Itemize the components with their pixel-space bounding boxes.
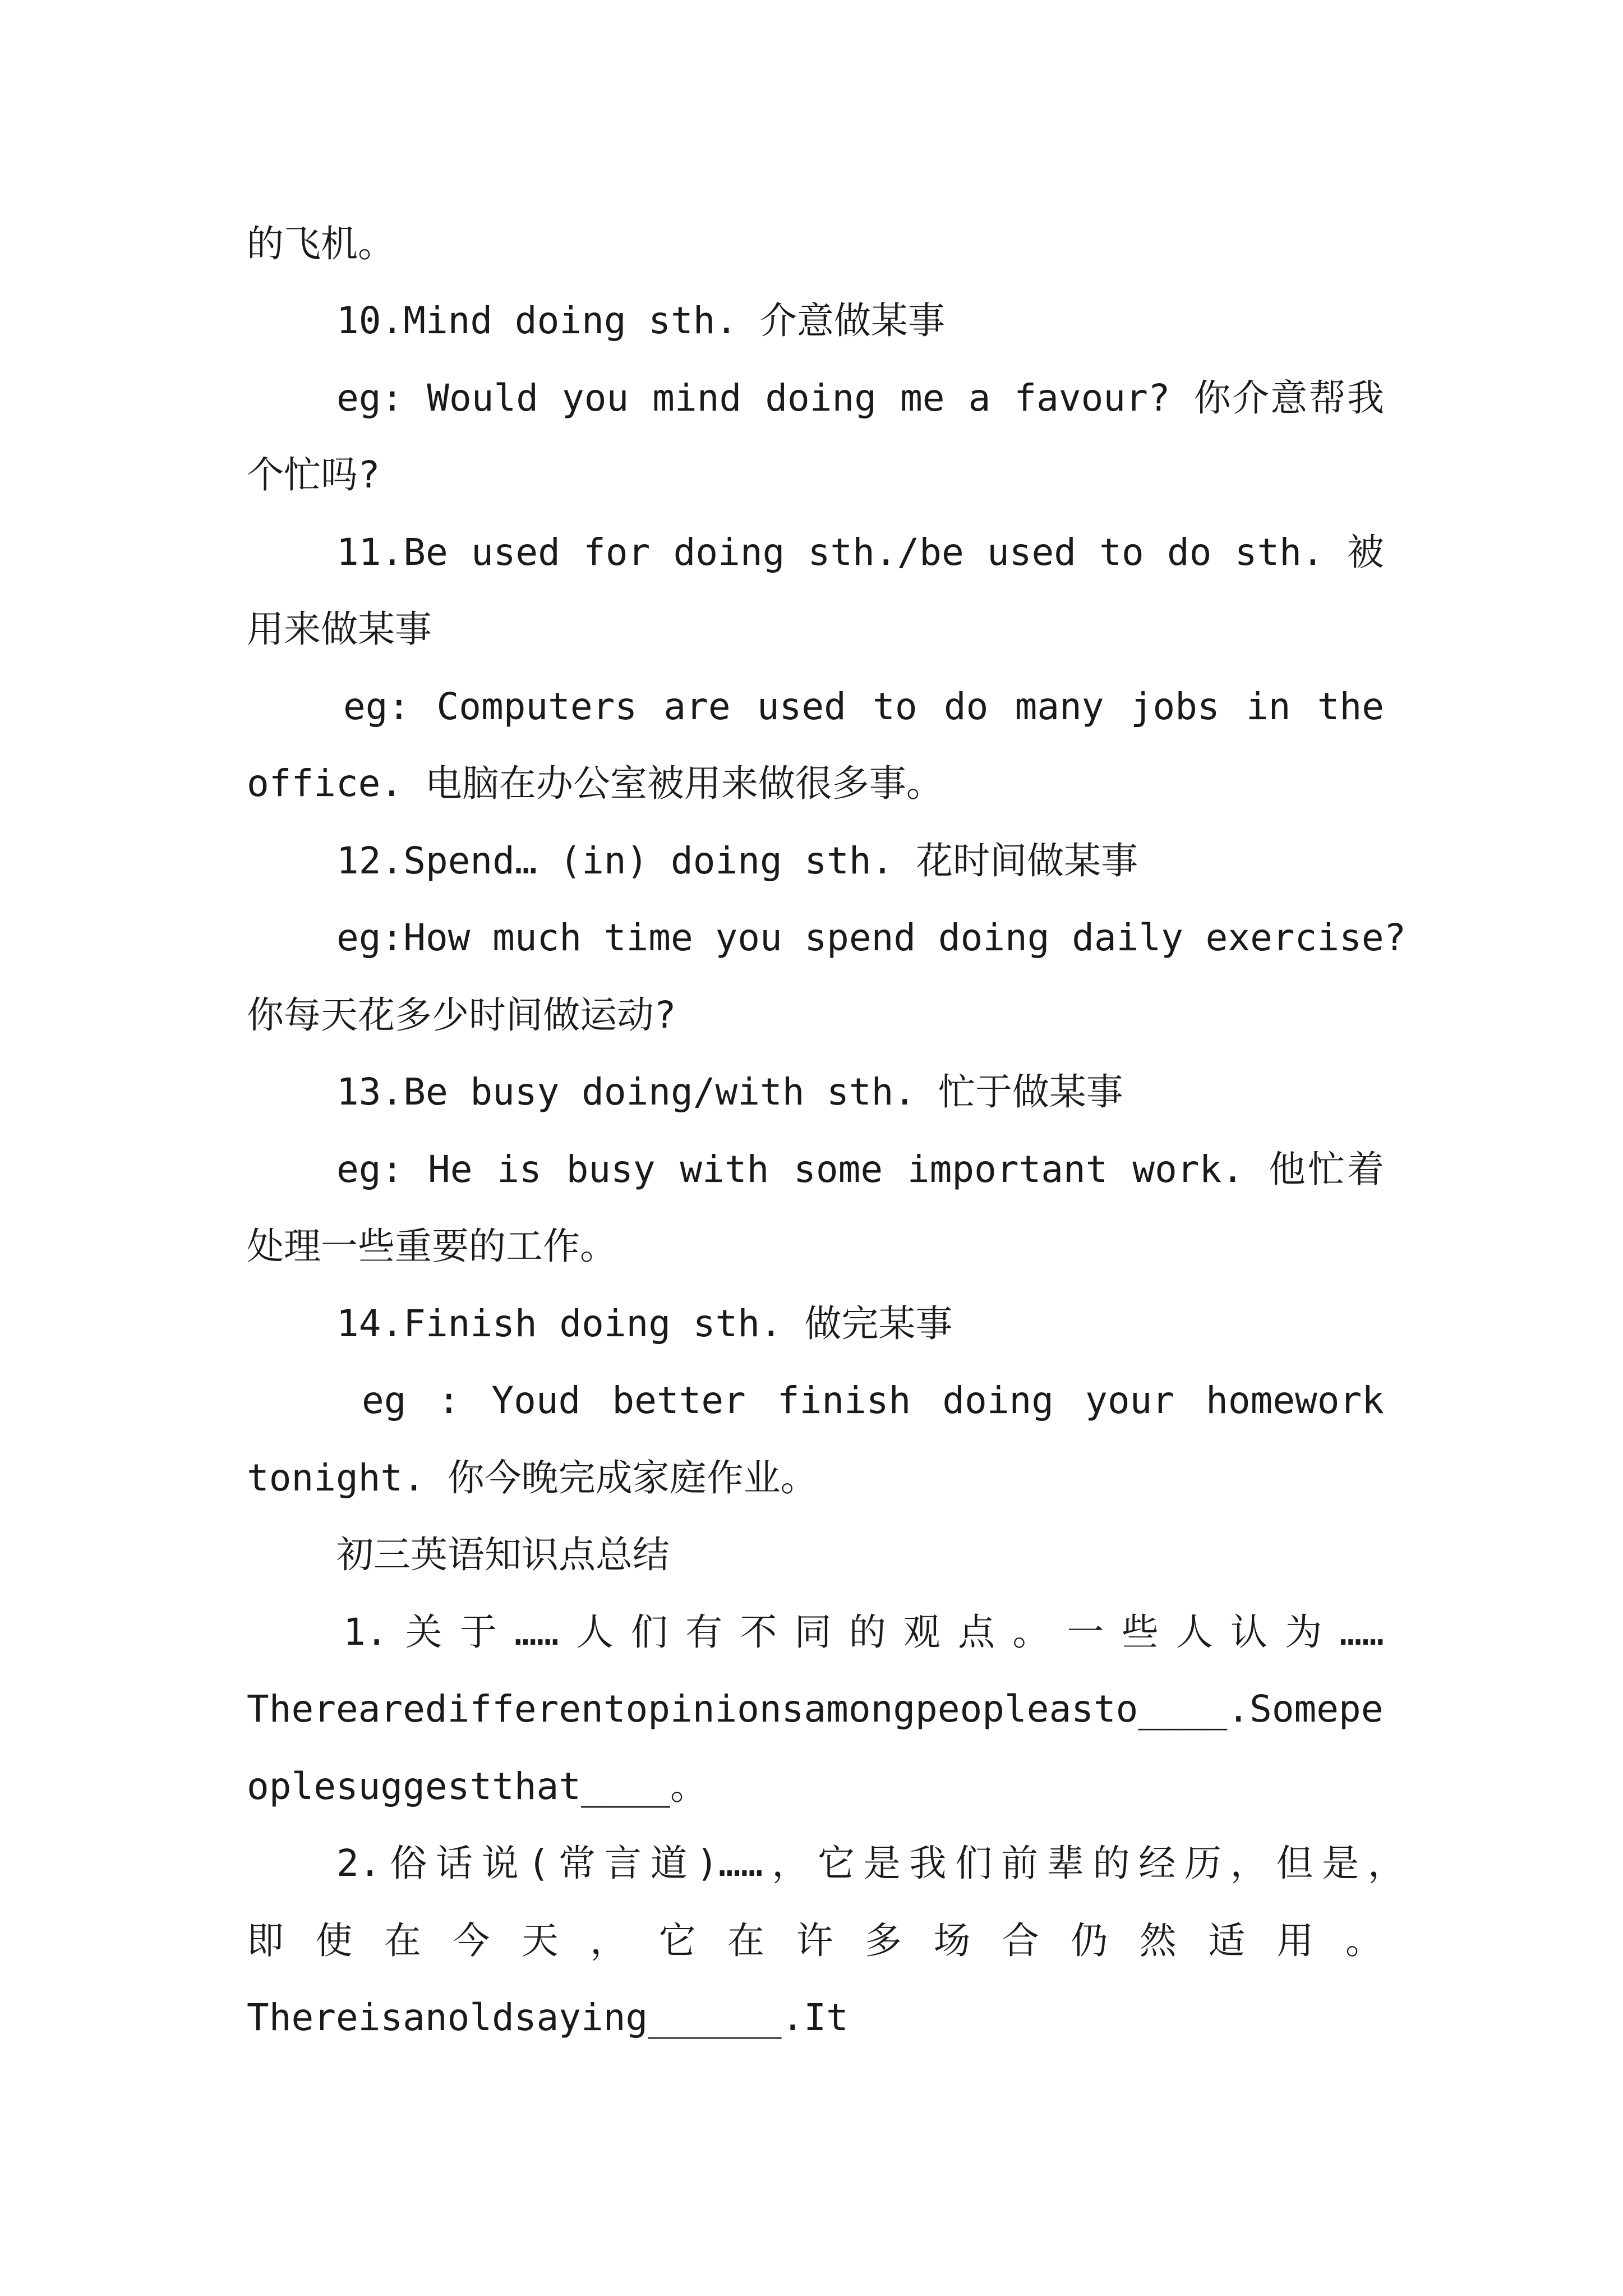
text-line-17: tonight. 你今晚完成家庭作业。: [247, 1456, 818, 1499]
text-line-6: 用来做某事: [247, 608, 432, 651]
text-line-20: Therearedifferentopinionsamongpeopleasto____.Somepe: [247, 1687, 1384, 1731]
text-line-24: Thereisanoldsaying______.It: [247, 1996, 849, 2039]
text-line-16: eg : Youd better finish doing your homework: [362, 1379, 1384, 1422]
text-line-10: eg:How much time you spend doing daily exercise?: [336, 916, 1407, 959]
text-line-11: 你每天花多少时间做运动?: [247, 993, 676, 1037]
text-line-15: 14.Finish doing sth. 做完某事: [336, 1302, 953, 1345]
text-line-18: 初三英语知识点总结: [336, 1533, 670, 1576]
text-line-23: 即 使 在 今 天 ， 它 在 许 多 场 合 仍 然 适 用 。: [247, 1919, 1382, 1962]
text-line-14: 处理一些重要的工作。: [247, 1225, 617, 1268]
text-line-1: 的飞机。: [247, 222, 395, 265]
text-line-8: office. 电脑在办公室被用来做很多事。: [247, 762, 943, 805]
text-line-7: eg: Computers are used to do many jobs in the: [343, 685, 1384, 728]
text-line-19: 1.关于……人们有不同的观点。一些人认为……: [343, 1611, 1384, 1654]
text-line-12: 13.Be busy doing/with sth. 忙于做某事: [336, 1070, 1123, 1114]
text-line-9: 12.Spend… (in) doing sth. 花时间做某事: [336, 839, 1138, 882]
text-line-5: 11.Be used for doing sth./be used to do sth. 被: [336, 531, 1384, 574]
text-line-3: eg: Would you mind doing me a favour? 你介意帮我: [336, 376, 1384, 420]
text-line-4: 个忙吗?: [247, 453, 380, 496]
text-line-21: oplesuggestthat____。: [247, 1765, 707, 1808]
text-line-13: eg: He is busy with some important work. 他忙着: [336, 1148, 1384, 1191]
text-line-2: 10.Mind doing sth. 介意做某事: [336, 299, 945, 342]
text-line-22: 2.俗话说(常言道)……，它是我们前辈的经历，但是，: [336, 1842, 1405, 1885]
